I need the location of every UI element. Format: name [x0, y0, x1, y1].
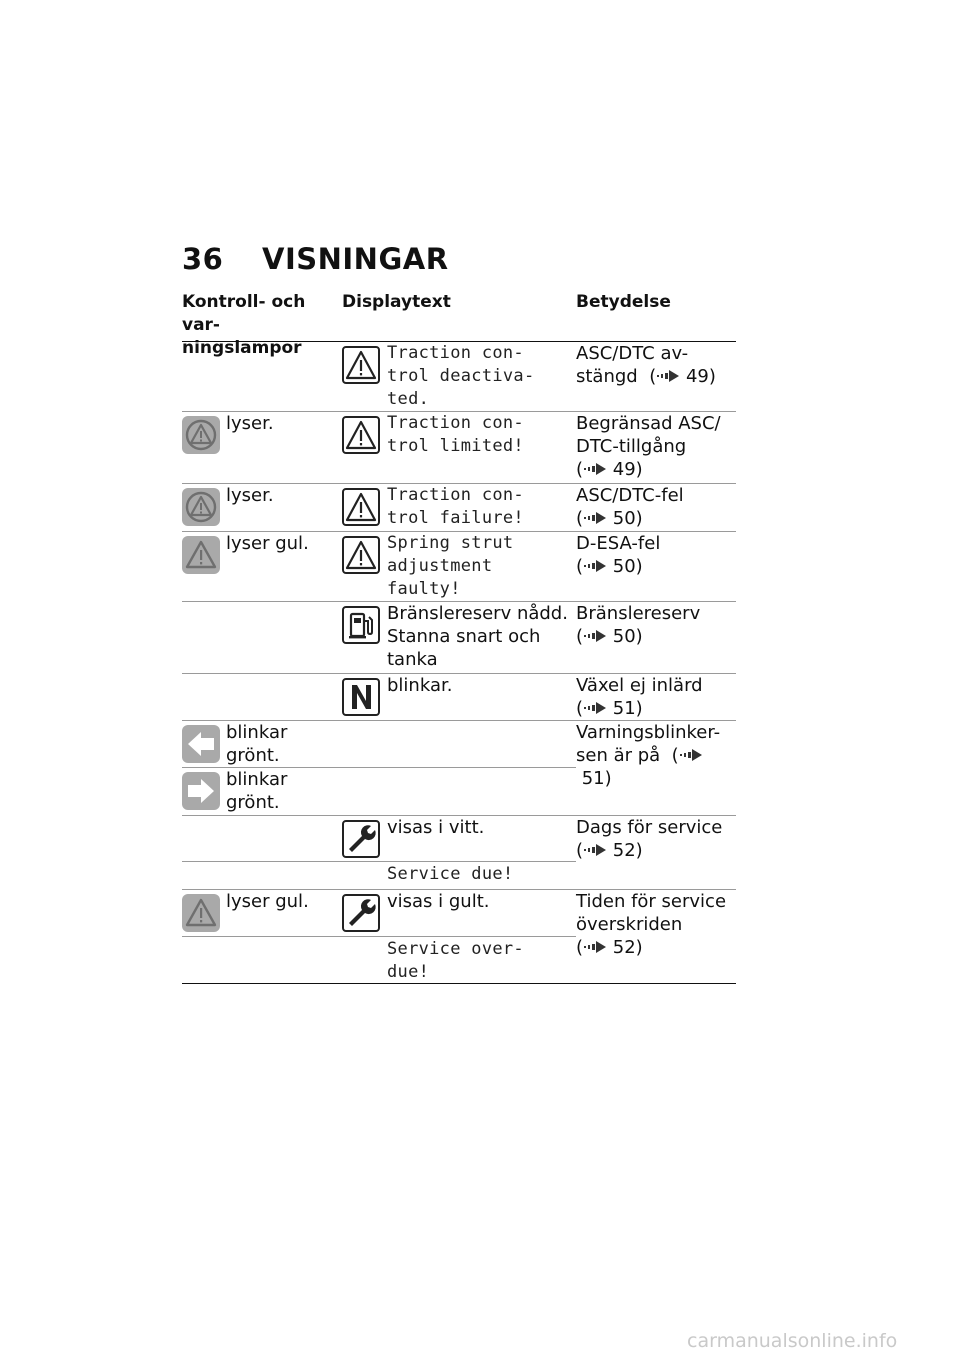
- page-reference[interactable]: 50): [612, 626, 643, 647]
- display-text: Spring strut adjustment faulty!: [387, 533, 514, 599]
- warning-triangle-lamp-icon: [182, 536, 220, 574]
- reference-arrow-icon: [583, 940, 607, 954]
- warning-triangle-icon: [342, 416, 380, 454]
- turn-signal-left-icon: [182, 725, 220, 763]
- page-reference[interactable]: 49): [612, 459, 643, 480]
- meaning-text: Begränsad ASC/ DTC-tillgång ( 49): [576, 413, 721, 480]
- turn-signal-right-icon: [182, 772, 220, 810]
- meaning-text: Bränslereserv ( 50): [576, 603, 701, 647]
- reference-arrow-icon: [656, 369, 680, 383]
- row-divider: [182, 936, 576, 937]
- page-reference[interactable]: 50): [612, 556, 643, 577]
- wrench-icon: [342, 894, 380, 932]
- display-text-message: Service due!: [387, 864, 514, 884]
- fuel-pump-icon: [342, 606, 380, 644]
- display-text: Traction con- trol deactiva- ted.: [387, 343, 535, 409]
- display-text: blinkar.: [387, 675, 453, 696]
- column-header-display: Displaytext: [342, 292, 451, 312]
- meaning-text: D-ESA-fel ( 50): [576, 533, 661, 577]
- page-reference[interactable]: 51): [581, 768, 612, 789]
- general-warning-lamp-icon: [182, 416, 220, 454]
- page-reference[interactable]: 51): [612, 698, 643, 719]
- row-divider: [182, 861, 576, 862]
- neutral-gear-icon: [342, 678, 380, 716]
- warning-triangle-icon: [342, 536, 380, 574]
- lamp-state: blinkar grönt.: [226, 722, 288, 766]
- general-warning-lamp-icon: [182, 488, 220, 526]
- meaning-text: Dags för service ( 52): [576, 817, 723, 861]
- display-text: Bränslereserv nådd. Stanna snart och tanka: [387, 603, 568, 670]
- wrench-icon: [342, 820, 380, 858]
- reference-arrow-icon: [583, 559, 607, 573]
- footer-watermark: carmanualsonline.info: [687, 1330, 898, 1352]
- lamp-state: lyser.: [226, 413, 274, 434]
- warning-triangle-icon: [342, 488, 380, 526]
- page-reference[interactable]: 52): [612, 937, 643, 958]
- reference-arrow-icon: [583, 462, 607, 476]
- lamp-state: lyser gul.: [226, 533, 309, 554]
- lamp-state: blinkar grönt.: [226, 769, 288, 813]
- page-reference[interactable]: 50): [612, 508, 643, 529]
- reference-arrow-icon: [583, 843, 607, 857]
- reference-arrow-icon: [583, 511, 607, 525]
- column-header-lamps: Kontroll- och var- ningslampor: [182, 292, 306, 358]
- lamp-state: lyser gul.: [226, 891, 309, 912]
- warning-triangle-icon: [342, 346, 380, 384]
- column-header-meaning: Betydelse: [576, 292, 671, 312]
- reference-arrow-icon: [679, 748, 703, 762]
- display-text: visas i gult.: [387, 891, 490, 912]
- page-reference[interactable]: 49): [685, 366, 716, 387]
- display-text: Traction con- trol failure!: [387, 485, 524, 528]
- meaning-text: ASC/DTC av- stängd ( 49): [576, 343, 716, 387]
- meaning-text: Tiden för service överskriden ( 52): [576, 891, 727, 958]
- reference-arrow-icon: [583, 629, 607, 643]
- page-number: 36: [182, 242, 224, 276]
- meaning-text: Varningsblinker- sen är på ( 51): [576, 722, 721, 789]
- display-text: visas i vitt.: [387, 817, 485, 838]
- display-text-message: Service over- due!: [387, 939, 524, 982]
- meaning-text: ASC/DTC-fel ( 50): [576, 485, 684, 529]
- meaning-text: Växel ej inlärd ( 51): [576, 675, 703, 719]
- reference-arrow-icon: [583, 701, 607, 715]
- page-reference[interactable]: 52): [612, 840, 643, 861]
- display-text: Traction con- trol limited!: [387, 413, 524, 456]
- lamp-state: lyser.: [226, 485, 274, 506]
- warning-triangle-lamp-icon: [182, 894, 220, 932]
- table-bottom-rule: [182, 983, 736, 984]
- page-title: VISNINGAR: [262, 242, 449, 276]
